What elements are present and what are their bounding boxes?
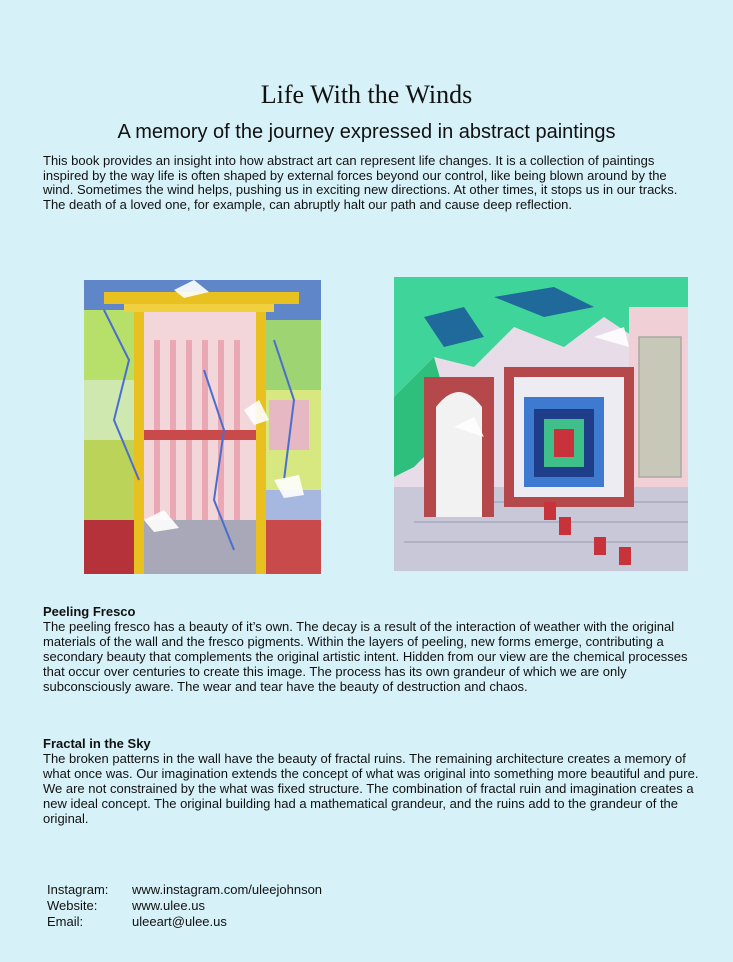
- contact-label: Instagram:: [47, 882, 109, 897]
- contact-row-email: [47, 914, 322, 930]
- page-subtitle: A memory of the journey expressed in abstract paintings: [117, 121, 616, 143]
- section-body: The peeling fresco has a beauty of it’s own. The decay is a result of the interaction of weather with the original materials of the wall and the fresco pigments. Within the layers of peeling, new forms emerge, contributing a secondary beauty that complements the original artistic intent. Hidden from our view are the chemical processes that occur over centuries to create this image. The process has its own grandeur of which we are only subconsciously aware. The wear and tear have the beauty of destruction and chaos.: [43, 619, 688, 694]
- email-link[interactable]: uleeart@ulee.us: [132, 914, 227, 929]
- section-fractal-in-the-sky: [43, 736, 703, 826]
- fractal-in-the-sky-painting: [394, 277, 688, 571]
- contact-label: Email:: [47, 914, 84, 929]
- section-peeling-fresco: [43, 604, 703, 694]
- section-heading: Peeling Fresco: [43, 604, 136, 619]
- section-heading: Fractal in the Sky: [43, 736, 151, 751]
- contact-info: [47, 882, 322, 930]
- page-title: Life With the Winds: [260, 80, 473, 109]
- contact-row-website: [47, 898, 322, 914]
- contact-label: Website:: [47, 898, 98, 913]
- instagram-link[interactable]: www.instagram.com/uleejohnson: [132, 882, 323, 897]
- intro-paragraph: This book provides an insight into how abstract art can represent life changes. It is a collection of paintings inspired by the way life is often shaped by external forces beyond our control, like being blown around by the wind. Sometimes the wind helps, pushing us in exciting new directions. At other times, it stops us in our tracks. The death of a loved one, for example, can abruptly halt our path and cause deep reflection.: [43, 153, 678, 212]
- section-body: The broken patterns in the wall have the beauty of fractal ruins. The remaining architecture creates a memory of what once was. Our imagination extends the concept of what was original into something more beautiful and pure. We are not constrained by the what was fixed structure. The combination of fractal ruin and imagination creates a new ideal concept. The original building had a mathematical grandeur, and the ruins add to the grandeur of the original.: [43, 751, 699, 826]
- website-link[interactable]: www.ulee.us: [132, 898, 205, 913]
- contact-row-instagram: [47, 882, 322, 898]
- peeling-fresco-painting: [84, 280, 321, 574]
